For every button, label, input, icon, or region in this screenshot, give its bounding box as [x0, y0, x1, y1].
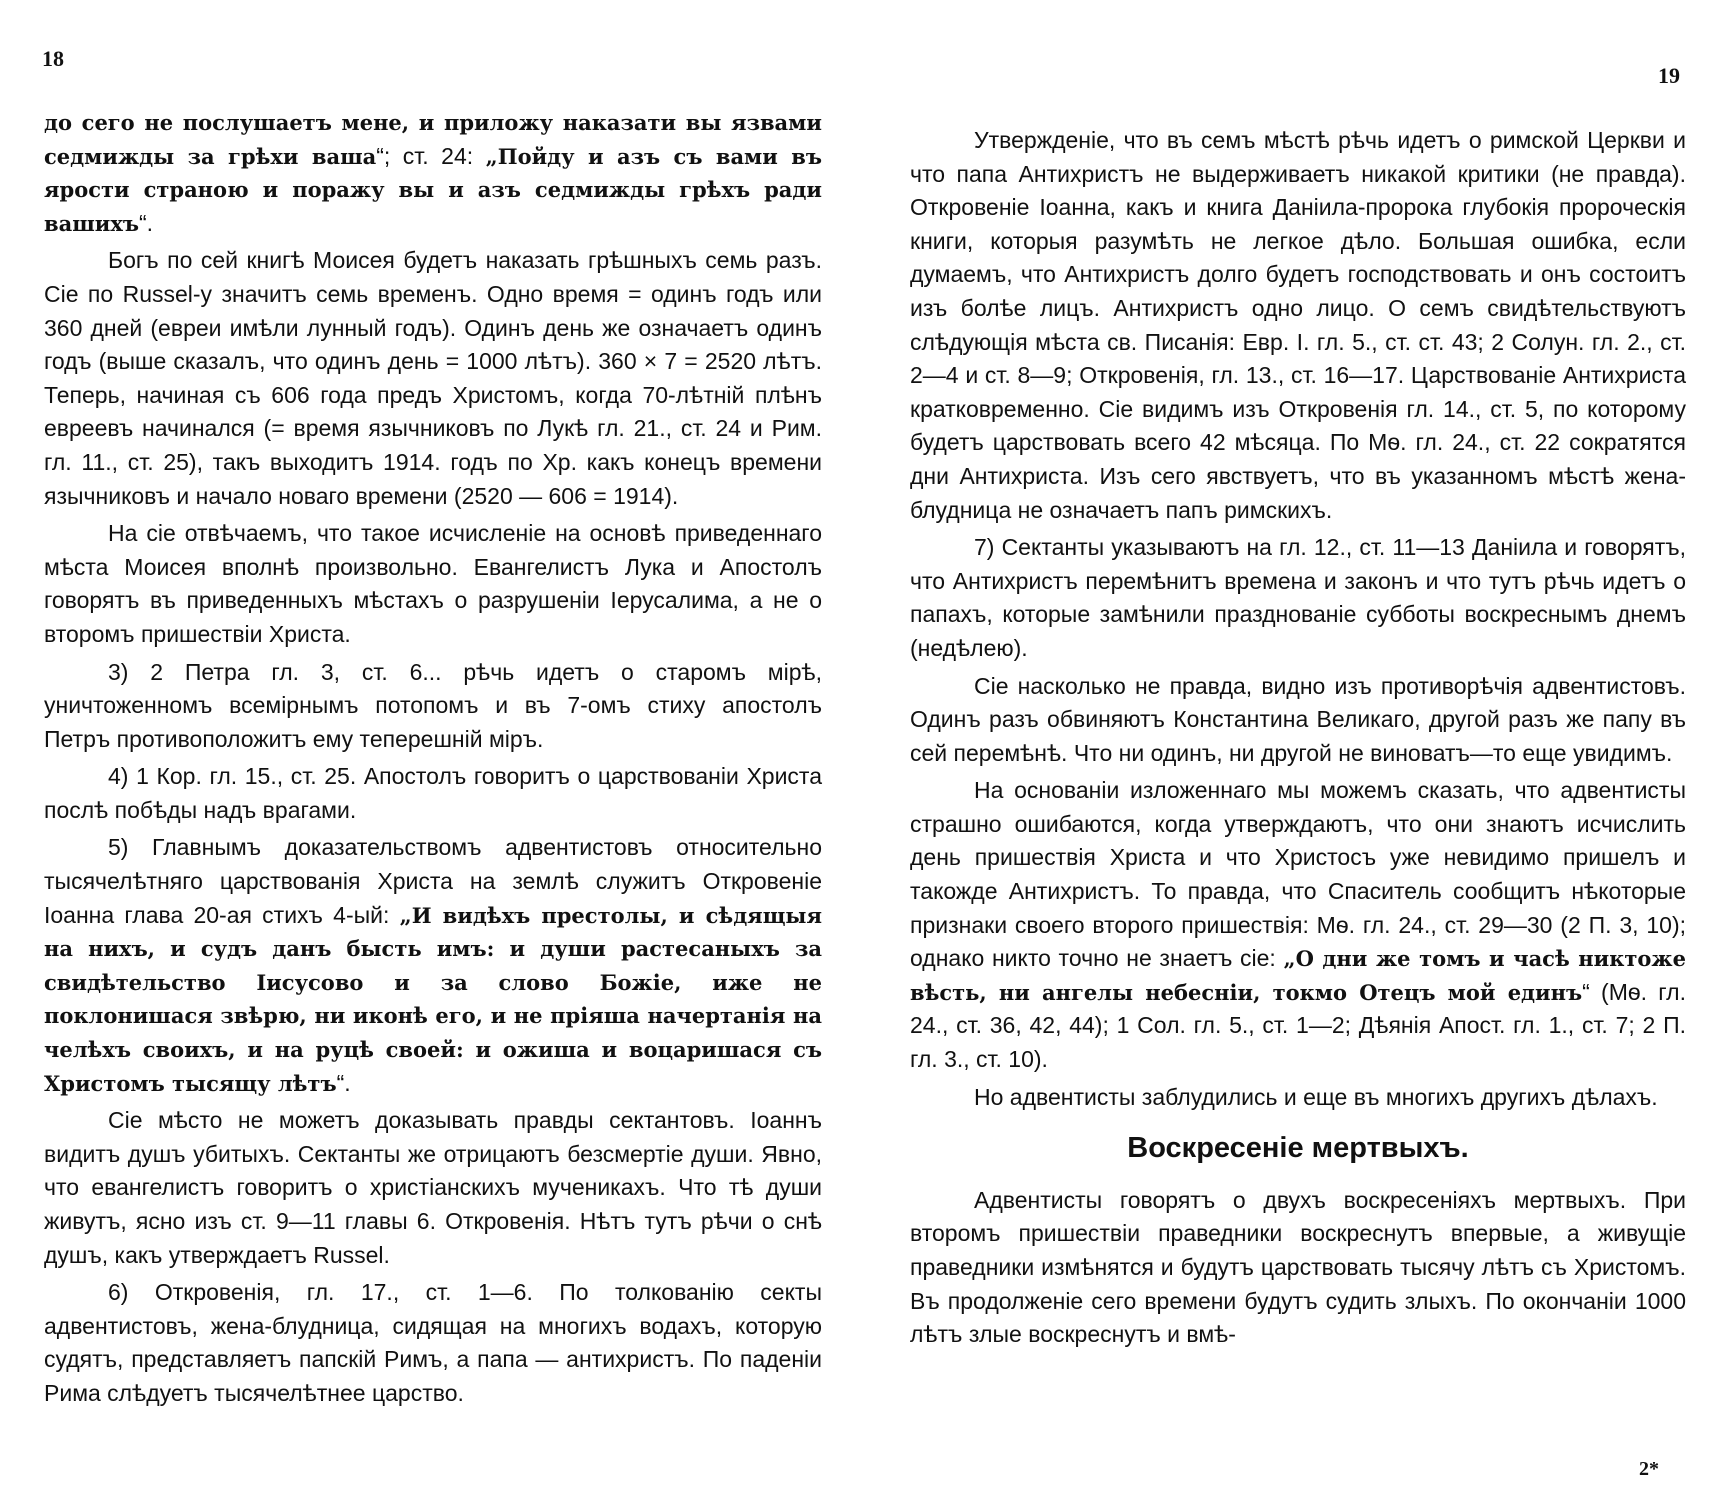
text-run: 5) Главнымъ доказательствомъ адвентистовъ относительно тысячелѣтняго царствованія Христа на землѣ служитъ Откровеніе Іоанна глава 20-ая стихъ 4-ый:: [44, 834, 822, 928]
paragraph: [44, 831, 822, 1100]
paragraph: Сіе мѣсто не можетъ доказывать правды сектантовъ. Іоаннъ видитъ душъ убитыхъ. Сектанты же отрицаютъ безсмертіе души. Явно, что евангелистъ говоритъ о христіанскихъ мученикахъ. Что тѣ души живутъ, ясно изъ ст. 9—11 главы 6. Откровенія. Нѣтъ тутъ рѣчи о снѣ душъ, какъ утверждаетъ Russel.: [44, 1107, 822, 1268]
text-run: “.: [336, 1069, 351, 1096]
page-number: 18: [42, 46, 64, 71]
paragraph: На сіе отвѣчаемъ, что такое исчисленіе на основѣ приведеннаго мѣста Моисея вполнѣ произвольно. Евангелистъ Лука и Апостолъ говорятъ въ приведенныхъ мѣстахъ о разрушеніи Іерусалима, а не о второмъ пришествіи Христа.: [44, 520, 822, 647]
paragraph: Утвержденіе, что въ семъ мѣстѣ рѣчь идетъ о римской Церкви и что папа Антихристъ не выдерживаетъ никакой критики (не правда). Откровеніе Іоанна, какъ и книга Даніила-пророка глубокія пророческія книги, которыя разумѣть не легкое дѣло. Большая ошибка, если думаемъ, что Антихристъ долго будетъ господствовать и онъ состоитъ изъ болѣе лицъ. Антихристъ одно лицо. О семъ свидѣтельствуютъ слѣдующія мѣста св. Писанія: Евр. І. гл. 5., ст. ст. 43; 2 Солун. гл. 2., ст. 2—4 и ст. 8—9; Откровенія, гл. 13., ст. 16—17. Царствованіе Антихриста кратковременно. Сіе видимъ изъ Откровенія гл. 14., ст. 5, по которому будетъ царствовать всего 42 мѣсяца. По Мѳ. гл. 24., ст. 22 сократятся дни Антихриста. Изъ сего явствуетъ, что въ указанномъ мѣстѣ жена-блудница не означаетъ папъ римскихъ.: [910, 127, 1686, 523]
text-run: “ (Мѳ. гл. 24., ст. 36, 42, 44); 1 Сол. гл. 5., ст. 1—2; Дѣянія Апост. гл. 1., ст. 7; 2 П. гл. 3., ст. 10).: [910, 978, 1686, 1073]
text-run: На основаніи изложеннаго мы можемъ сказать, что адвентисты страшно ошибаются, когда утверждаютъ, что они знаютъ исчислить день пришествія Христа и что Христосъ уже невидимо пришелъ и такожде Антихристъ. То правда, что Спаситель сообщитъ нѣкоторые признаки своего второго пришествія: Мѳ. гл. 24., ст. 29—30 (2 П. 3, 10); однако никто точно не знаетъ сіе:: [910, 777, 1686, 972]
paragraph: Богъ по сей книгѣ Моисея будетъ наказать грѣшныхъ семь разъ. Сіе по Russel-у значитъ семь временъ. Одно время = одинъ годъ или 360 дней (евреи имѣли лунный годъ). Одинъ день же означаетъ одинъ годъ (выше сказалъ, что одинъ день = 1000 лѣтъ). 360 × 7 = 2520 лѣтъ. Теперь, начиная съ 606 года предъ Христомъ, когда 70-лѣтній плѣнъ евреевъ начинался (= время язычниковъ по Лукѣ гл. 21., ст. 24 и Рим. гл. 11., ст. 25), такъ выходитъ 1914. годъ по Хр. какъ конецъ времени язычниковъ и начало новаго времени (2520 — 606 = 1914).: [44, 247, 822, 509]
church-slavonic-quote: „О дни же томъ и часѣ никтоже вѣсть, ни ангелы небесніи, токмо Отецъ мой единъ: [910, 946, 1686, 1005]
page-number: 19: [1658, 63, 1680, 88]
signature-mark: 2*: [1639, 1458, 1659, 1480]
paragraph: 7) Сектанты указываютъ на гл. 12., ст. 11—13 Даніила и говорятъ, что Антихристъ перемѣнитъ времена и законъ и что тутъ рѣчь идетъ о папахъ, которые замѣнили празднованіе субботы воскреснымъ днемъ (недѣлею).: [910, 534, 1686, 661]
section-heading: Воскресеніе мертвыхъ.: [1127, 1132, 1469, 1165]
paragraph: 3) 2 Петра гл. 3, ст. 6... рѣчь идетъ о старомъ мірѣ, уничтоженномъ всемірнымъ потопомъ и въ 7-омъ стиху апостолъ Петръ противоположитъ ему теперешній міръ.: [44, 658, 822, 752]
church-slavonic-quote: „Пойду и азъ съ вами въ ярости страною и поражу вы и азъ седмижды грѣхъ ради вашихъ: [44, 143, 822, 236]
paragraph: [910, 774, 1686, 1076]
church-slavonic-quote: до сего не послушаетъ мене, и приложу наказати вы язвами седмижды за грѣхи ваша: [44, 110, 822, 169]
text-run: “.: [138, 209, 154, 236]
paragraph: Адвентисты говорятъ о двухъ воскресеніяхъ мертвыхъ. При второмъ пришествіи праведники воскреснутъ впервые, а живущіе праведники измѣнятся и будутъ царствовать тысячу лѣтъ съ Христомъ. Въ продолженіе сего времени будутъ судить злыхъ. По окончаніи 1000 лѣтъ злые воскреснутъ и вмѣ-: [910, 1186, 1686, 1348]
text-run: “; ст. 24:: [376, 142, 486, 169]
paragraph: 4) 1 Кор. гл. 15., ст. 25. Апостолъ говоритъ о царствованіи Христа послѣ побѣды надъ врагами.: [44, 763, 822, 823]
page-text: [44, 106, 822, 1415]
paragraph: Но адвентисты заблудились и еще въ многихъ другихъ дѣлахъ.: [974, 1083, 1658, 1110]
paragraph: 6) Откровенія, гл. 17., ст. 1—6. По толкованію секты адвентистовъ, жена-блудница, сидящая на многихъ водахъ, которую судятъ, представляетъ папскій Римъ, а папа — антихристъ. По паденіи Рима слѣдуетъ тысячелѣтнее царство.: [44, 1279, 822, 1406]
page-text: [910, 124, 1686, 1356]
church-slavonic-quote: „И видѣхъ престолы, и сѣдящыя на нихъ, и судъ данъ бысть имъ: и души растесаныхъ за свидѣтельство Іисусово и за слово Божіе, иже не поклонишася звѣрю, ни иконѣ его, и не пріяша начертанія на челѣхъ своихъ, и на руцѣ своей: и ожиша и воцаришася съ Христомъ тысящу лѣтъ: [44, 902, 822, 1096]
right-page: [870, 0, 1722, 1500]
paragraph: [44, 106, 822, 240]
paragraph: Сіе насколько не правда, видно изъ противорѣчія адвентистовъ. Одинъ разъ обвиняютъ Константина Великаго, другой разъ же папу въ сей перемѣнѣ. Что ни одинъ, ни другой не виноватъ—то еще увидимъ.: [910, 672, 1686, 766]
